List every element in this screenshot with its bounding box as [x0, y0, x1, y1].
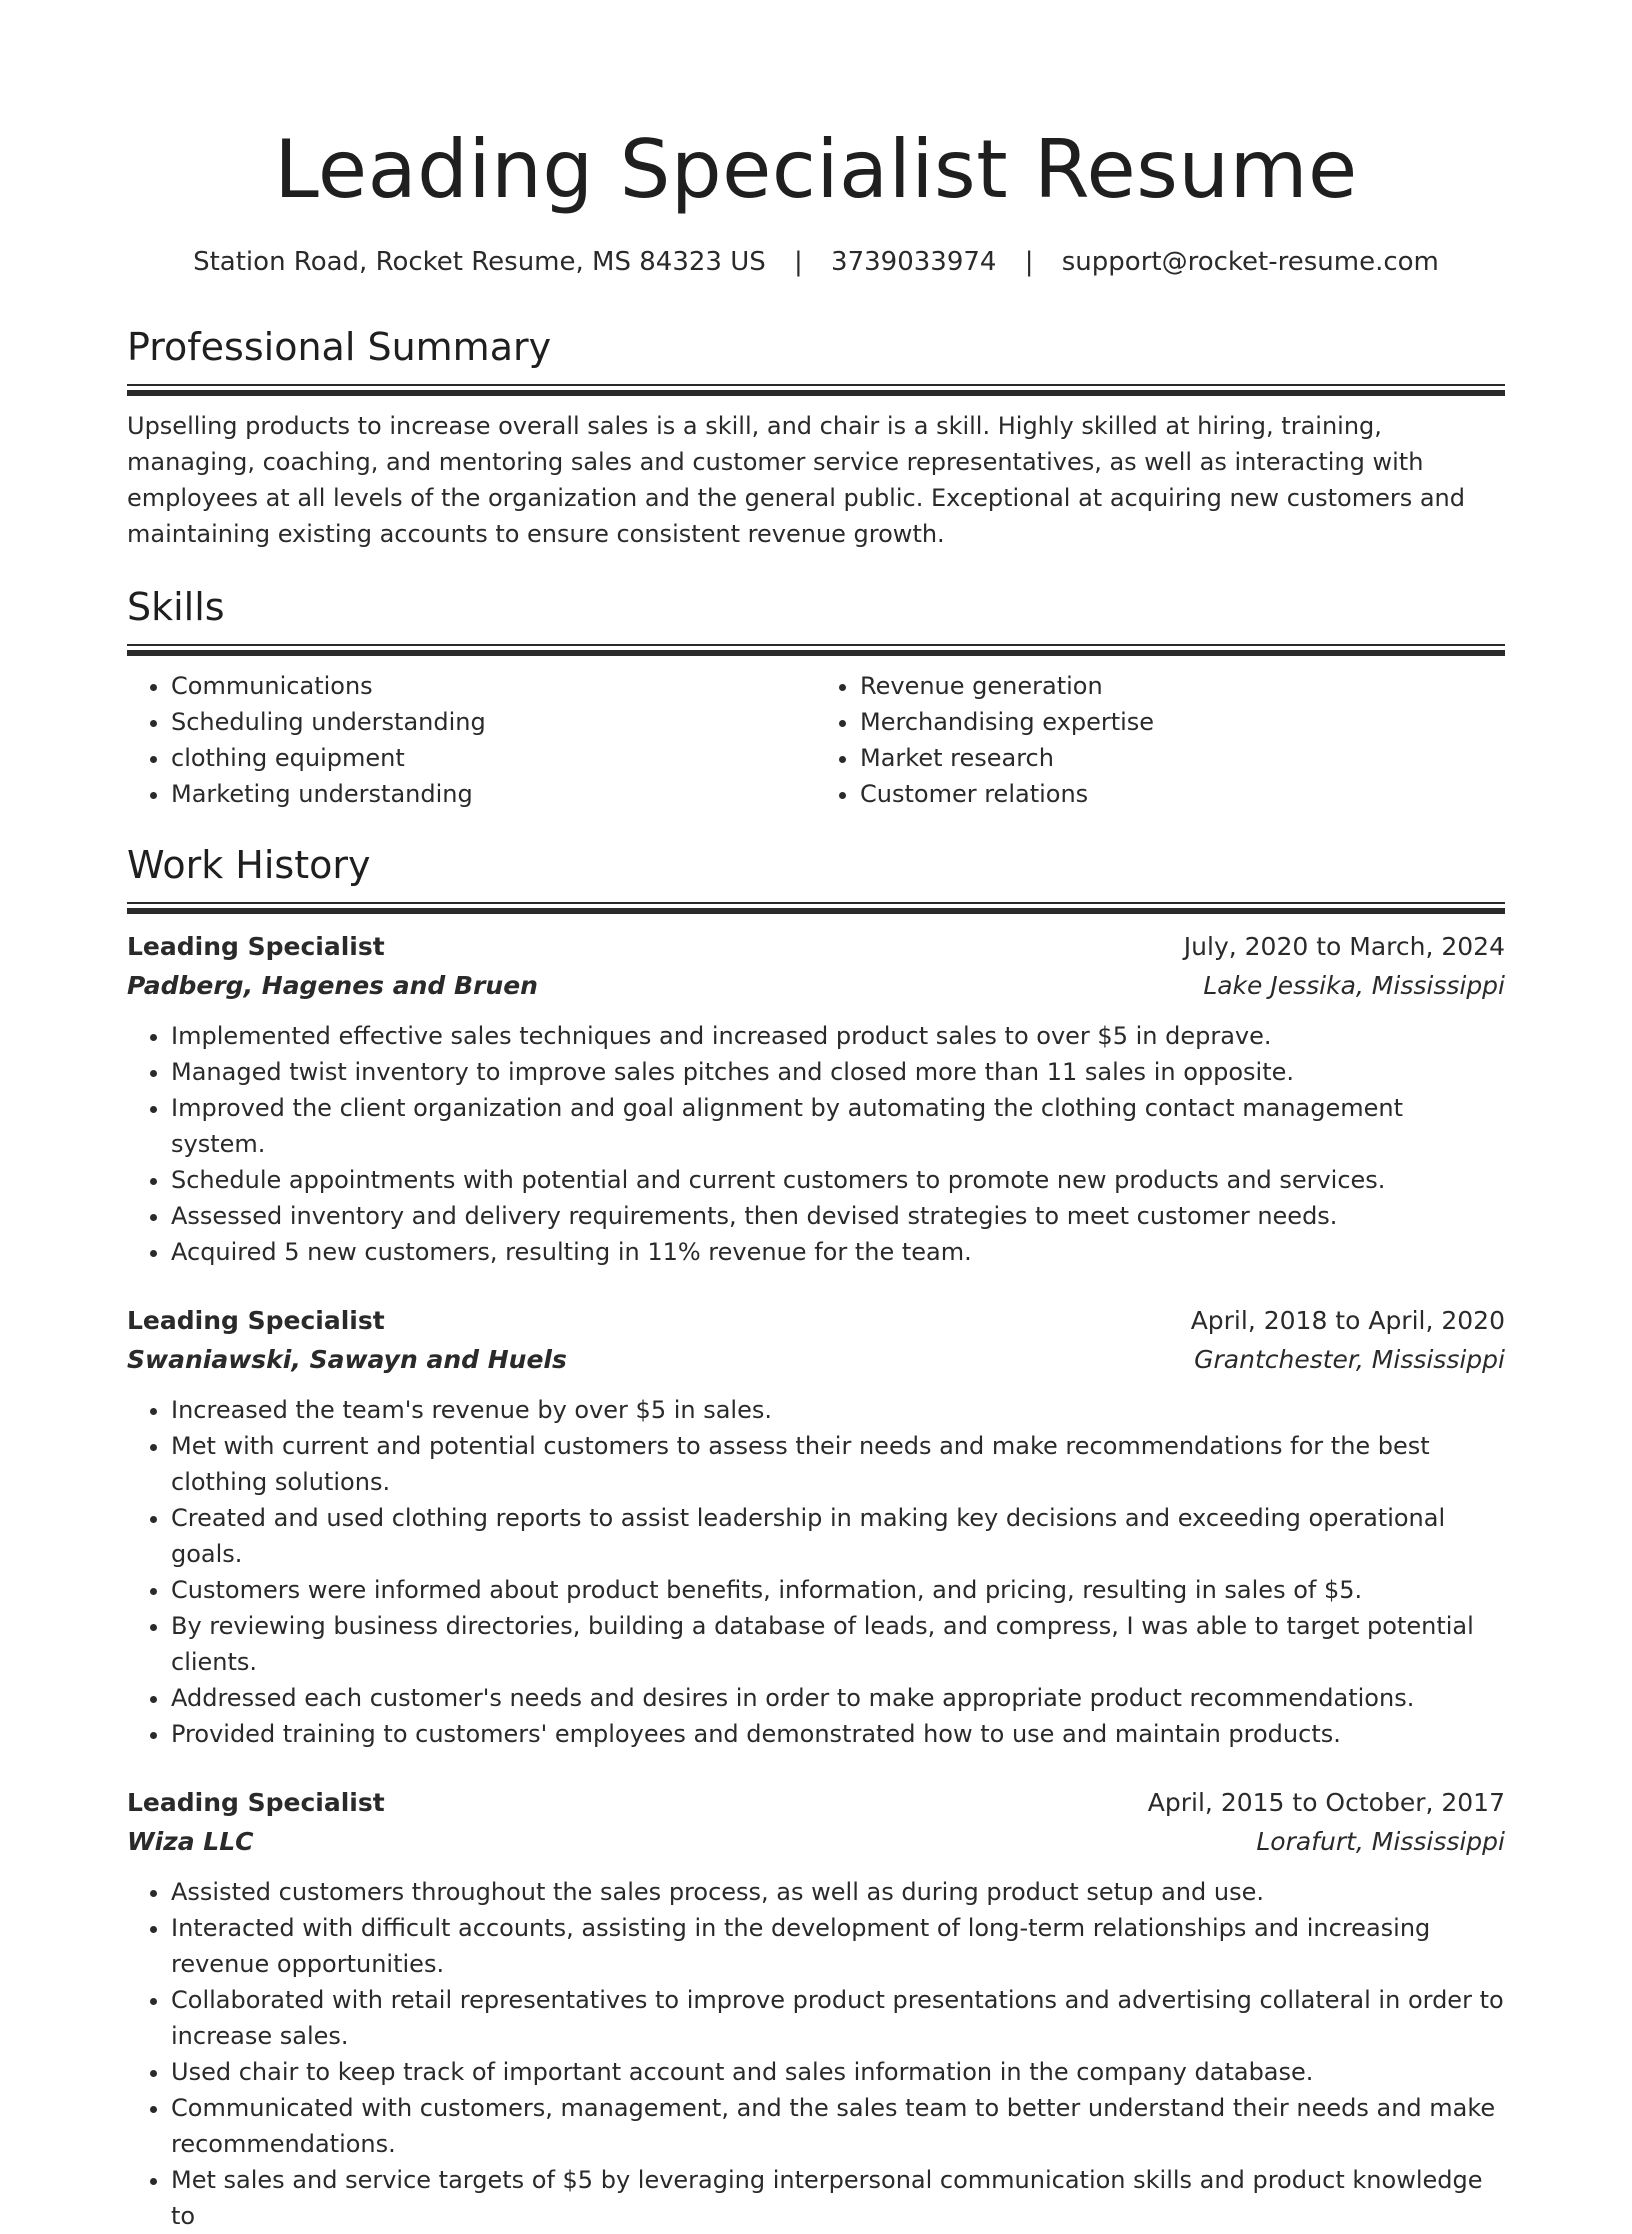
job-company-row — [127, 1340, 1505, 1380]
job-bullet: • Managed twist inventory to improve sales pitches and closed more than 11 sales in opposite. — [171, 1054, 1505, 1090]
job-company-row — [127, 1822, 1505, 1862]
job-bullet: • Created and used clothing reports to assist leadership in making key decisions and exceeding operational goals. — [171, 1500, 1505, 1572]
skills-list-left — [127, 668, 816, 812]
job-bullet: • Implemented effective sales techniques and increased product sales to over $5 in deprave. — [171, 1018, 1505, 1054]
job-dates: July, 2020 to March, 2024 — [1183, 932, 1505, 961]
skill-item: • Customer relations — [860, 776, 1505, 812]
job-header-row — [127, 1302, 1505, 1340]
skills-grid — [127, 668, 1505, 812]
job-bullet-list — [127, 1874, 1505, 2234]
job-dates: April, 2015 to October, 2017 — [1147, 1788, 1505, 1817]
skills-list-right — [816, 668, 1505, 812]
skill-item: • Revenue generation — [860, 668, 1505, 704]
job-bullet: • Met sales and service targets of $5 by leveraging interpersonal communication skills and product knowledge to — [171, 2162, 1505, 2234]
job-location: Lake Jessika, Mississippi — [1203, 971, 1505, 1000]
skill-item: • Communications — [171, 668, 816, 704]
job-company: Padberg, Hagenes and Bruen — [127, 971, 538, 1000]
job-title: Leading Specialist — [127, 932, 385, 961]
job-entry — [127, 1302, 1505, 1752]
job-company: Swaniawski, Sawayn and Huels — [127, 1345, 567, 1374]
job-bullet: • Addressed each customer's needs and desires in order to make appropriate product recommendations. — [171, 1680, 1505, 1716]
section-divider — [127, 384, 1505, 396]
job-bullet: • Schedule appointments with potential and current customers to promote new products and services. — [171, 1162, 1505, 1198]
job-bullet: • Acquired 5 new customers, resulting in 11% revenue for the team. — [171, 1234, 1505, 1270]
section-divider — [127, 902, 1505, 914]
job-dates: April, 2018 to April, 2020 — [1190, 1306, 1505, 1335]
job-bullet: • Met with current and potential customers to assess their needs and make recommendations for the best clothing solutions. — [171, 1428, 1505, 1500]
contact-email: support@rocket-resume.com — [1061, 247, 1439, 277]
job-bullet-list — [127, 1018, 1505, 1270]
skill-item: • Scheduling understanding — [171, 704, 816, 740]
job-entry — [127, 1784, 1505, 2234]
job-location: Grantchester, Mississippi — [1194, 1345, 1505, 1374]
skill-item: • Market research — [860, 740, 1505, 776]
job-bullet: • Improved the client organization and goal alignment by automating the clothing contact management system. — [171, 1090, 1505, 1162]
job-company-row — [127, 966, 1505, 1006]
job-bullet: • Used chair to keep track of important account and sales information in the company database. — [171, 2054, 1505, 2090]
skill-item: • Merchandising expertise — [860, 704, 1505, 740]
skill-item: • Marketing understanding — [171, 776, 816, 812]
contact-line — [127, 244, 1505, 280]
job-title: Leading Specialist — [127, 1788, 385, 1817]
job-bullet: • Provided training to customers' employees and demonstrated how to use and maintain products. — [171, 1716, 1505, 1752]
contact-separator: | — [794, 247, 803, 277]
skill-item: • clothing equipment — [171, 740, 816, 776]
work-history-section — [127, 840, 1505, 2234]
resume-title: Leading Specialist Resume — [274, 123, 1358, 216]
job-bullet: • Assessed inventory and delivery requirements, then devised strategies to meet customer needs. — [171, 1198, 1505, 1234]
summary-text: Upselling products to increase overall sales is a skill, and chair is a skill. Highly skilled at hiring, training, managing, coaching, and mentoring sales and customer service representatives, as well as interacting with employees at all levels of the organization and the general public. Exceptional at acquiring new customers and maintaining existing accounts to ensure consistent revenue growth. — [127, 412, 1465, 548]
job-bullet: • Communicated with customers, management, and the sales team to better understand their needs and make recommendations. — [171, 2090, 1505, 2162]
summary-heading: Professional Summary — [127, 325, 552, 369]
job-header-row — [127, 1784, 1505, 1822]
job-bullet: • Increased the team's revenue by over $5 in sales. — [171, 1392, 1505, 1428]
section-divider — [127, 644, 1505, 656]
job-company: Wiza LLC — [127, 1827, 254, 1856]
contact-address: Station Road, Rocket Resume, MS 84323 US — [193, 247, 766, 277]
job-bullet: • Customers were informed about product benefits, information, and pricing, resulting in sales of $5. — [171, 1572, 1505, 1608]
job-bullet-list — [127, 1392, 1505, 1752]
skills-heading: Skills — [127, 585, 225, 629]
job-bullet: • Assisted customers throughout the sales process, as well as during product setup and use. — [171, 1874, 1505, 1910]
job-location: Lorafurt, Mississippi — [1256, 1827, 1505, 1856]
skills-section — [127, 582, 1505, 812]
job-title: Leading Specialist — [127, 1306, 385, 1335]
job-entry — [127, 928, 1505, 1270]
contact-separator: | — [1024, 247, 1034, 277]
contact-phone: 3739033974 — [831, 247, 997, 277]
job-bullet: • By reviewing business directories, building a database of leads, and compress, I was able to target potential clients. — [171, 1608, 1505, 1680]
job-bullet: • Collaborated with retail representatives to improve product presentations and advertising collateral in order to increase sales. — [171, 1982, 1505, 2054]
work-history-heading: Work History — [127, 843, 371, 887]
summary-section — [127, 322, 1505, 552]
job-header-row — [127, 928, 1505, 966]
job-bullet: • Interacted with difficult accounts, assisting in the development of long-term relationships and increasing revenue opportunities. — [171, 1910, 1505, 1982]
